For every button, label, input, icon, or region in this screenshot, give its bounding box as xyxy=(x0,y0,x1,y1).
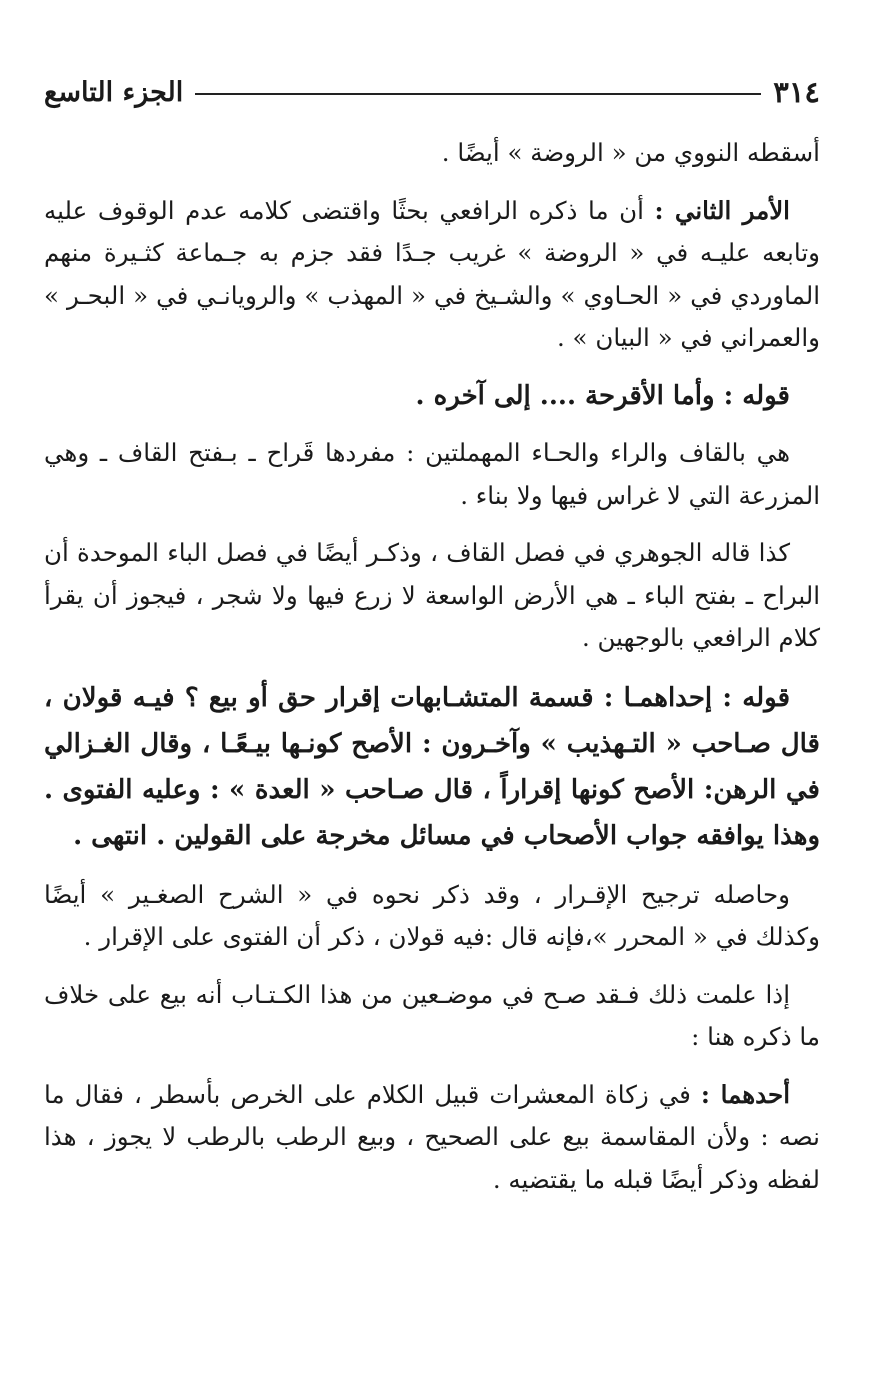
paragraph-note xyxy=(44,974,820,1059)
quote-block xyxy=(44,675,820,859)
header-rule xyxy=(195,93,761,95)
paragraph-text: وحاصله ترجيح الإقـرار ، وقد ذكر نحوه في « الشرح الصغـير » أيضًا وكذلك في « المحرر »،فإنه قال :فيه قولان ، ذكر أن الفتوى على الإقرار . xyxy=(44,879,820,951)
paragraph-second-matter xyxy=(44,190,820,360)
quote-heading xyxy=(44,375,820,418)
volume-title: الجزء التاسع xyxy=(44,76,184,108)
paragraph-text: كذا قاله الجوهري في فصل القاف ، وذكـر أيضًا في فصل الباء الموحدة أن البراح ـ بفتح الباء ـ هي الأرض الواسعة لا زرع فيها ولا شجر ، فيجوز أن يقرأ كلام الرافعي بالوجهين . xyxy=(44,538,820,652)
paragraph-text: إذا علمت ذلك فـقد صـح في موضـعين من هذا الكـتـاب أنه بيع على خلاف ما ذكره هنا : xyxy=(44,979,820,1051)
paragraph-lead: أحدهما : xyxy=(700,1079,790,1109)
paragraph-continuation xyxy=(44,132,820,175)
heading-text: قوله : وأما الأقرحة .... إلى آخره . xyxy=(415,380,790,411)
paragraph-definition xyxy=(44,432,820,517)
paragraph-text: أسقطه النووي من « الروضة » أيضًا . xyxy=(441,138,820,167)
paragraph-jawhari xyxy=(44,532,820,660)
paragraph-summary xyxy=(44,874,820,959)
page-header xyxy=(44,70,820,114)
paragraph-text: أن ما ذكره الرافعي بحثًا واقتضى كلامه عدم الوقوف عليه وتابعه عليـه في « الروضة » غريب جـدًا فقد جزم به جـماعة كثـيرة منهم الماوردي في « الحـاوي » والشـيخ في « المهذب » والرويانـي في « البحـر » والعمراني في « البيان » . xyxy=(44,195,820,352)
paragraph-text: في زكاة المعشرات قبيل الكلام على الخرص بأسطر ، فقال ما نصه : ولأن المقاسمة بيع على الصحيح ، وبيع الرطب بالرطب لا يجوز ، هذا لفظه وذكر أيضًا قبله ما يقتضيه . xyxy=(44,1079,820,1194)
paragraph-lead: الأمر الثاني : xyxy=(654,195,790,225)
paragraph-first-instance xyxy=(44,1074,820,1202)
paragraph-text: هي بالقاف والراء والحـاء المهملتين : مفردها قَراح ـ بـفتح القاف ـ وهي المزرعة التي لا غراس فيها ولا بناء . xyxy=(44,438,820,510)
page-number: ٣١٤ xyxy=(773,75,820,109)
quote-text: قوله : إحداهمـا : قسمة المتشـابهات إقرار حق أو بيع ؟ فيـه قولان ، قال صـاحب « التـهذيب » وآخـرون : الأصح كونـها بيـعًـا ، وقال الغـزالي في الرهن: الأصح كونها إقراراً ، قال صـاحب « العدة » : وعليه الفتوى . وهذا يوافقه جواب الأصحاب في مسائل مخرجة على القولين . انتهى . xyxy=(44,682,820,851)
page-body xyxy=(44,132,820,1216)
